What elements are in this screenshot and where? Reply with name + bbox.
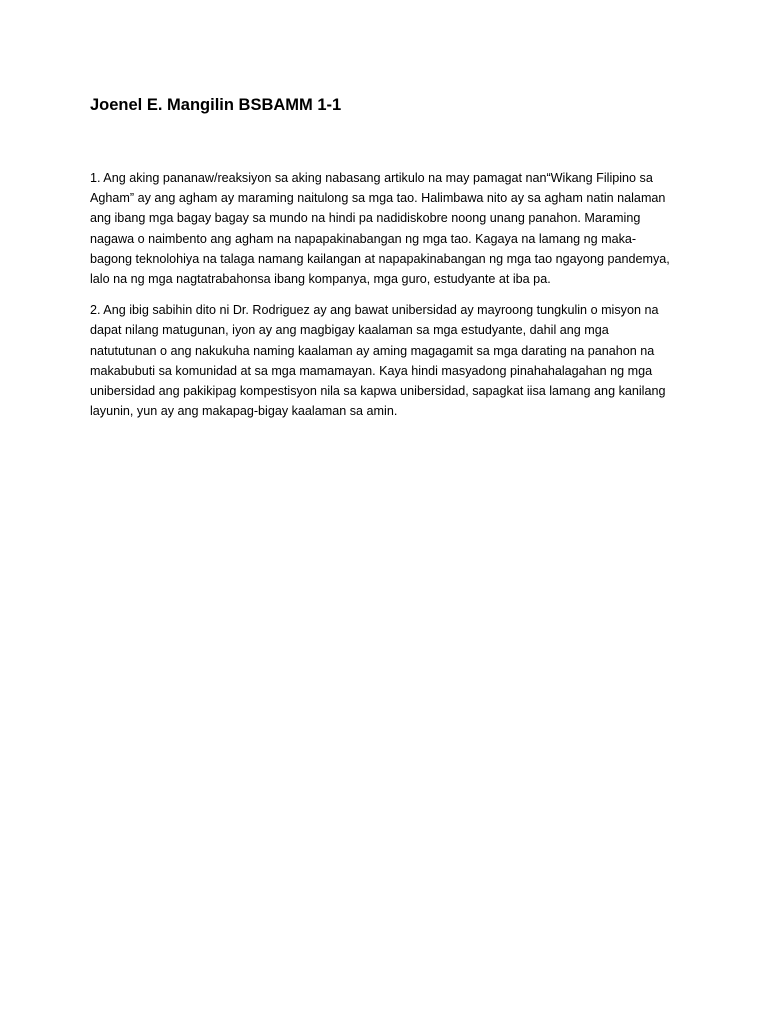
paragraph-2: 2. Ang ibig sabihin dito ni Dr. Rodriguez ay ang bawat unibersidad ay mayroong tungkulin o misyon na dapat nilang matugunan, iyon ay ang magbigay kaalaman sa mga estudyante, dahil ang mga natututunan o ang nakukuha naming kaalaman ay aming magagamit sa mga darating na panahon na makabubuti sa komunidad at sa mga mamamayan. Kaya hindi masyadong pinahahalagahan ng mga unibersidad ang pakikipag kompestisyon nila sa kapwa unibersidad, sapagkat iisa lamang ang kanilang layunin, yun ay ang makapag-bigay kaalaman sa amin. [90,303,666,419]
paragraph-1: 1. Ang aking pananaw/reaksiyon sa aking nabasang artikulo na may pamagat nan“Wikang Filipino sa Agham” ay ang agham ay maraming naitulong sa mga tao. Halimbawa nito ay sa agham natin nalaman ang ibang mga bagay bagay sa mundo na hindi pa nadidiskobre noong unang panahon. Maraming nagawa o naimbento ang agham na napapakinabangan ng mga tao. Kagaya na lamang ng maka-bagong teknolohiya na talaga namang kailangan at napapakinabangan ng mga tao ngayong pandemya, lalo na ng mga nagtatrabahonsa ibang kompanya, mga guro, estudyante at iba pa. [90,171,670,287]
document-title: Joenel E. Mangilin BSBAMM 1-1 [90,96,342,114]
document-body [90,168,675,432]
